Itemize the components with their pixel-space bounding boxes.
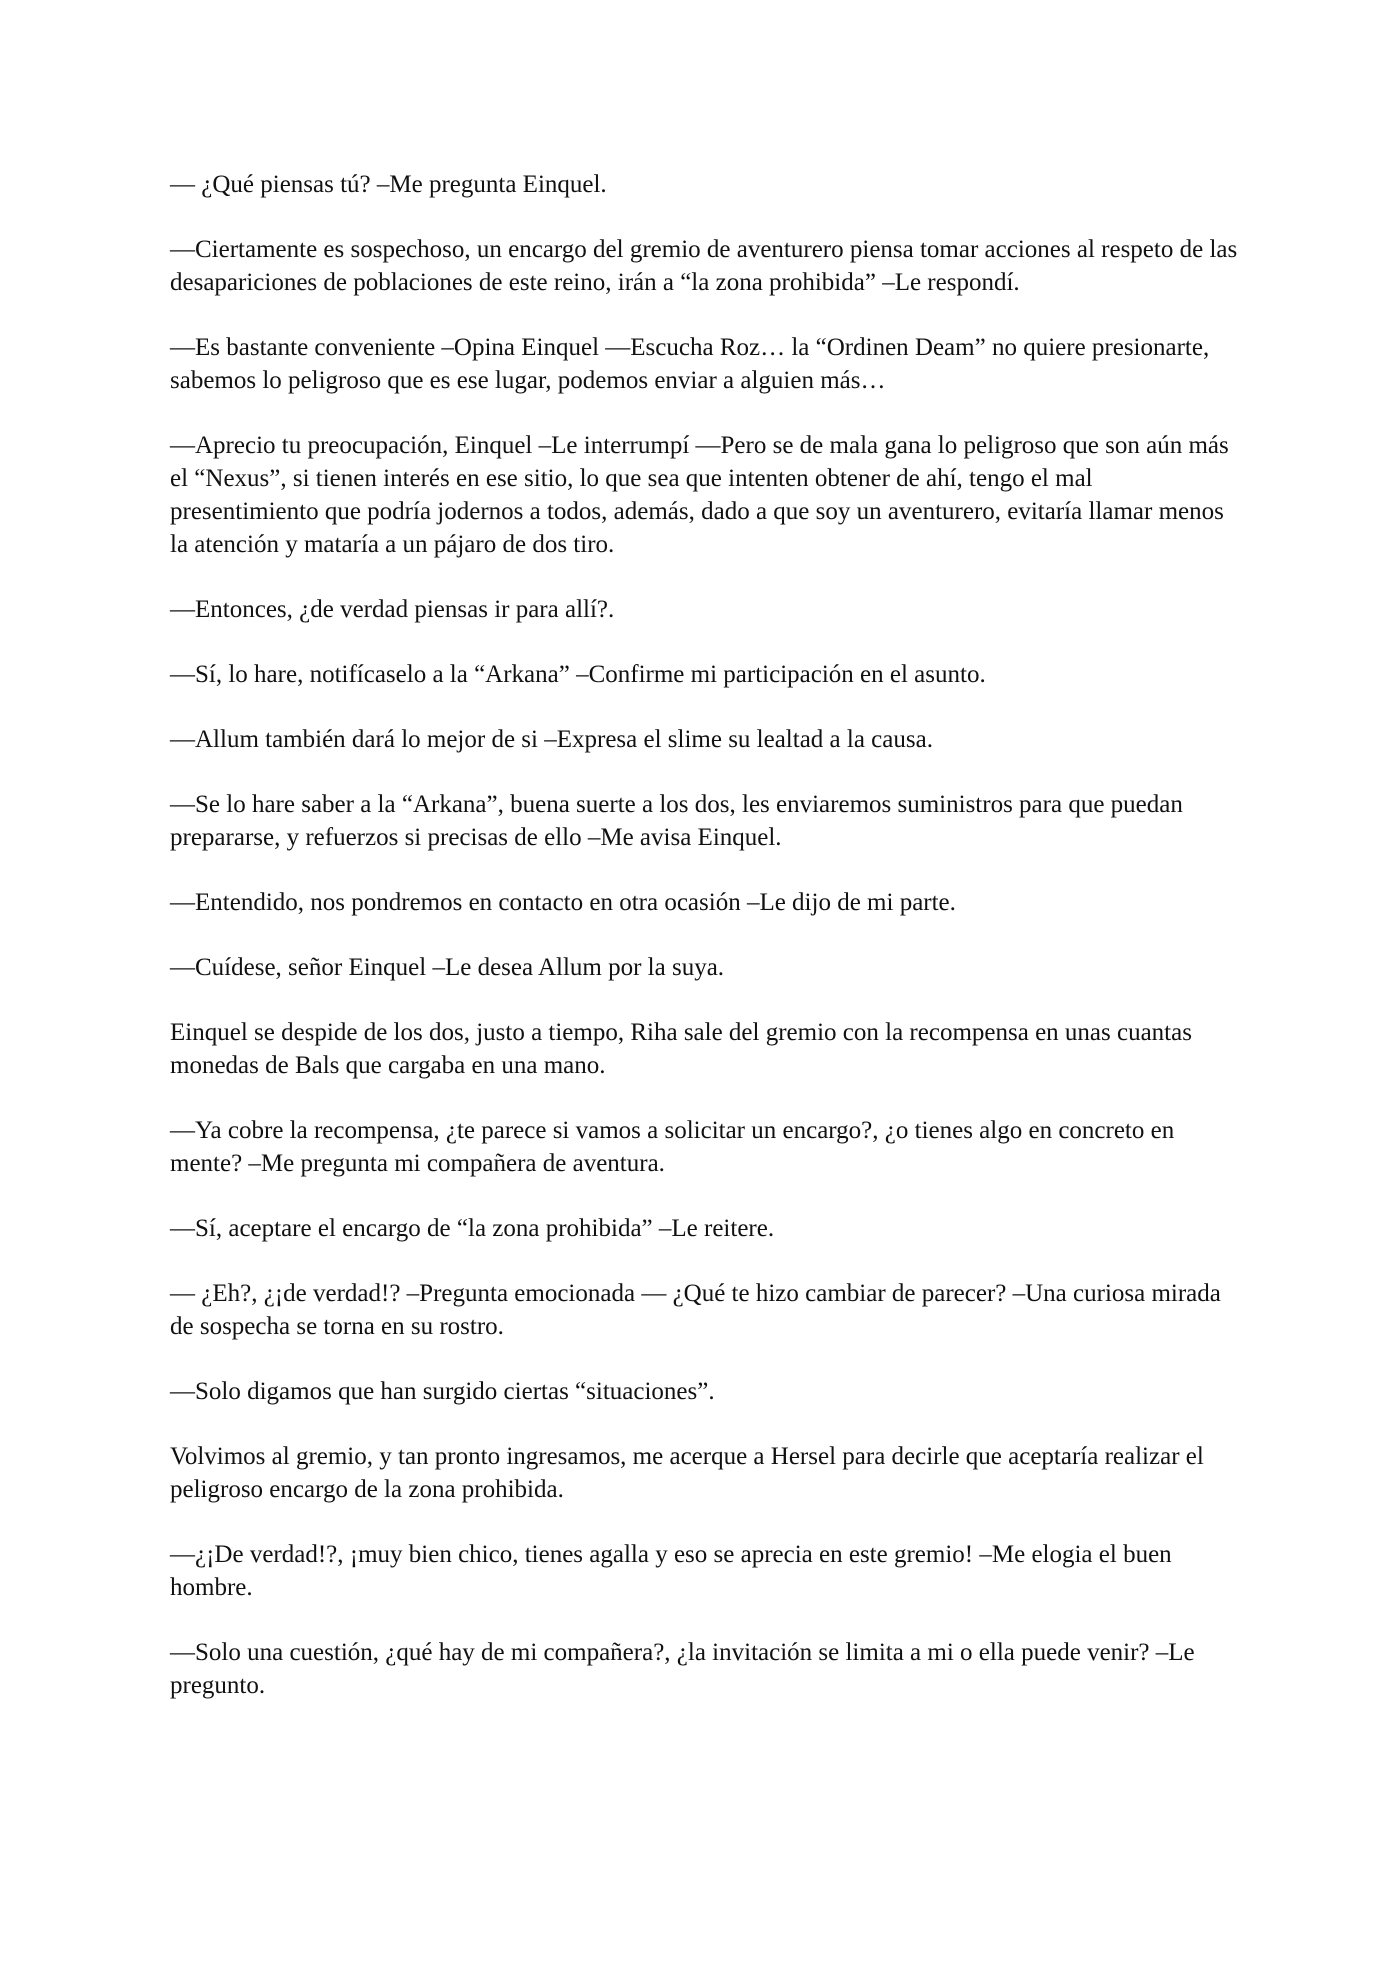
paragraph-17: —¿¡De verdad!?, ¡muy bien chico, tienes agalla y eso se aprecia en este gremio! –Me elogia el buen hombre. bbox=[170, 1541, 1172, 1601]
paragraph-6: —Sí, lo hare, notifícaselo a la “Arkana” –Confirme mi participación en el asunto. bbox=[170, 661, 986, 688]
paragraph-14: — ¿Eh?, ¿¡de verdad!? –Pregunta emocionada — ¿Qué te hizo cambiar de parecer? –Una curiosa mirada de sospecha se torna en su rostro. bbox=[170, 1280, 1221, 1340]
paragraph-13: —Sí, aceptare el encargo de “la zona prohibida” –Le reitere. bbox=[170, 1215, 775, 1242]
document-page bbox=[170, 168, 1242, 1734]
paragraph-7: —Allum también dará lo mejor de si –Expresa el slime su lealtad a la causa. bbox=[170, 726, 933, 753]
paragraph-4: —Aprecio tu preocupación, Einquel –Le interrumpí —Pero se de mala gana lo peligroso que son aún más el “Nexus”, si tienen interés en ese sitio, lo que sea que intenten obtener de ahí, tengo el mal presentimiento que podría jodernos a todos, además, dado a que soy un aventurero, evitaría llamar menos la atención y mataría a un pájaro de dos tiro. bbox=[170, 432, 1229, 558]
paragraph-18: —Solo una cuestión, ¿qué hay de mi compañera?, ¿la invitación se limita a mi o ella puede venir? –Le pregunto. bbox=[170, 1639, 1195, 1699]
paragraph-12: —Ya cobre la recompensa, ¿te parece si vamos a solicitar un encargo?, ¿o tienes algo en concreto en mente? –Me pregunta mi compañera de aventura. bbox=[170, 1117, 1175, 1177]
paragraph-11: Einquel se despide de los dos, justo a tiempo, Riha sale del gremio con la recompensa en unas cuantas monedas de Bals que cargaba en una mano. bbox=[170, 1019, 1192, 1079]
paragraph-8: —Se lo hare saber a la “Arkana”, buena suerte a los dos, les enviaremos suministros para que puedan prepararse, y refuerzos si precisas de ello –Me avisa Einquel. bbox=[170, 791, 1183, 851]
paragraph-3: —Es bastante conveniente –Opina Einquel —Escucha Roz… la “Ordinen Deam” no quiere presionarte, sabemos lo peligroso que es ese lugar, podemos enviar a alguien más… bbox=[170, 334, 1210, 394]
paragraph-2: —Ciertamente es sospechoso, un encargo del gremio de aventurero piensa tomar acciones al respeto de las desapariciones de poblaciones de este reino, irán a “la zona prohibida” –Le respondí. bbox=[170, 236, 1238, 296]
paragraph-10: —Cuídese, señor Einquel –Le desea Allum por la suya. bbox=[170, 954, 725, 981]
paragraph-1: — ¿Qué piensas tú? –Me pregunta Einquel. bbox=[170, 171, 607, 198]
paragraph-15: —Solo digamos que han surgido ciertas “situaciones”. bbox=[170, 1378, 715, 1405]
paragraph-16: Volvimos al gremio, y tan pronto ingresamos, me acerque a Hersel para decirle que aceptaría realizar el peligroso encargo de la zona prohibida. bbox=[170, 1443, 1204, 1503]
paragraph-9: —Entendido, nos pondremos en contacto en otra ocasión –Le dijo de mi parte. bbox=[170, 889, 956, 916]
paragraph-5: —Entonces, ¿de verdad piensas ir para allí?. bbox=[170, 596, 615, 623]
